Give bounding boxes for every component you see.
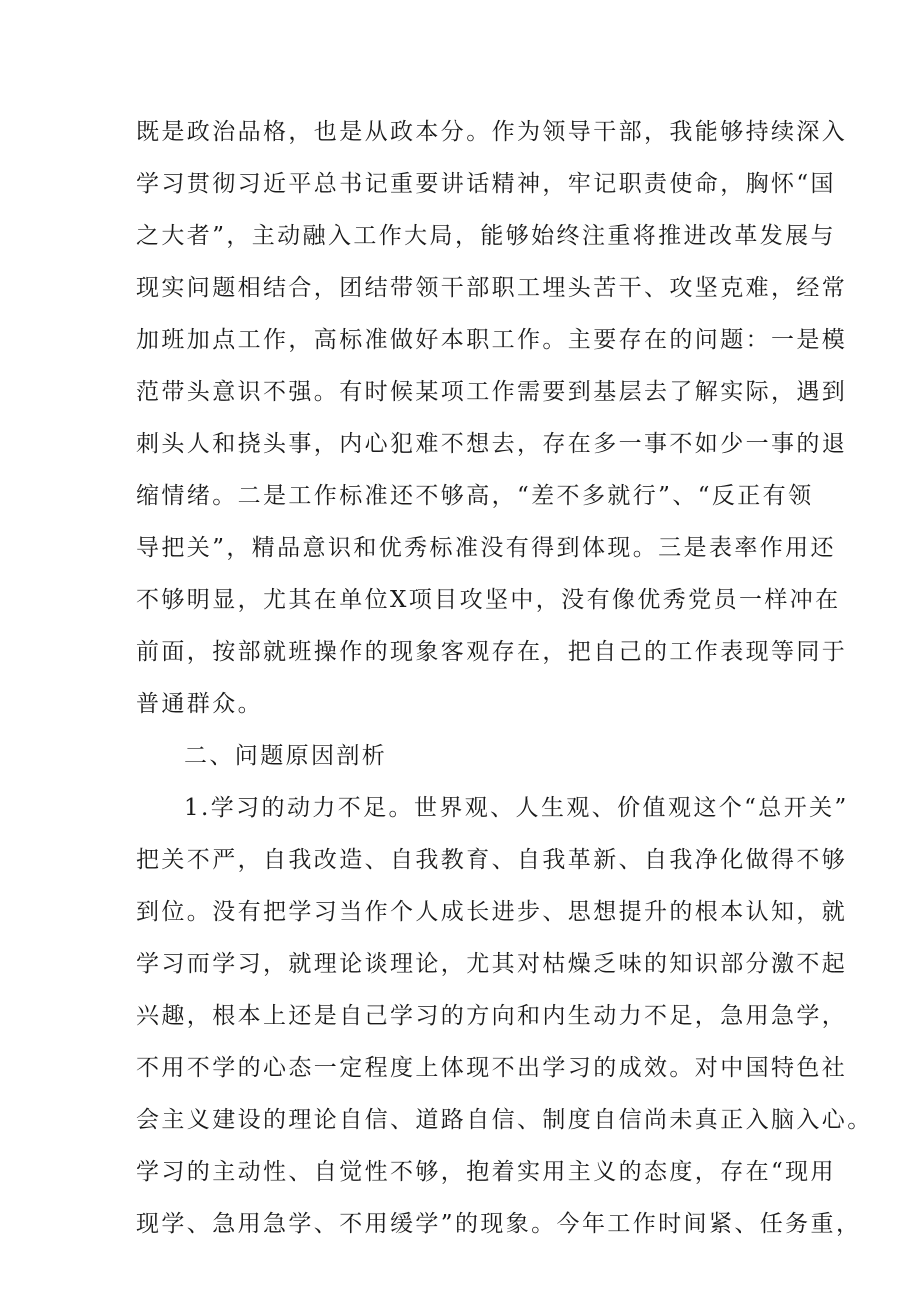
text-line: 学习贯彻习近平总书记重要讲话精神，牢记职责使命，胸怀“国 [136,171,836,197]
text-line: 学习的主动性、自觉性不够，抱着实用主义的态度，存在“现用 [136,1159,836,1185]
text-line: 普通群众。 [136,691,263,717]
text-line: 范带头意识不强。有时候某项工作需要到基层去了解实际，遇到 [136,379,848,405]
text-line: 刺头人和挠头事，内心犯难不想去，存在多一事不如少一事的退 [136,431,848,457]
text-line: 不用不学的心态一定程度上体现不出学习的成效。对中国特色社 [136,1055,848,1081]
text-line: 既是政治品格，也是从政本分。作为领导干部，我能够持续深入 [136,119,848,145]
section-heading: 二、问题原因剖析 [184,743,388,769]
text-line: 现学、急用急学、不用缓学”的现象。今年工作时间紧、任务重， [136,1211,862,1237]
text-line: 缩情绪。二是工作标准还不够高，“差不多就行”、“反正有领 [136,483,814,509]
text-line: 把关不严，自我改造、自我教育、自我革新、自我净化做得不够 [136,847,848,873]
document-body [136,106,873,1250]
text-line: 学习而学习，就理论谈理论，尤其对枯燥乏味的知识部分激不起 [136,951,848,977]
paragraph-first-line: 1.学习的动力不足。世界观、人生观、价值观这个“总开关” [184,795,849,821]
text-line: 到位。没有把学习当作个人成长进步、思想提升的根本认知，就 [136,899,848,925]
text-line: 兴趣，根本上还是自己学习的方向和内生动力不足，急用急学， [136,1003,848,1029]
text-line: 加班加点工作，高标准做好本职工作。主要存在的问题：一是模 [136,327,848,353]
text-line: 会主义建设的理论自信、道路自信、制度自信尚未真正入脑入心。 [136,1107,873,1133]
text-line: 导把关”，精品意识和优秀标准没有得到体现。三是表率作用还 [136,535,836,561]
text-line: 不够明显，尤其在单位X项目攻坚中，没有像优秀党员一样冲在 [136,587,841,613]
text-line: 之大者”，主动融入工作大局，能够始终注重将推进改革发展与 [136,223,836,249]
text-line: 现实问题相结合，团结带领干部职工埋头苦干、攻坚克难，经常 [136,275,848,301]
text-line: 前面，按部就班操作的现象客观存在，把自己的工作表现等同于 [136,639,848,665]
